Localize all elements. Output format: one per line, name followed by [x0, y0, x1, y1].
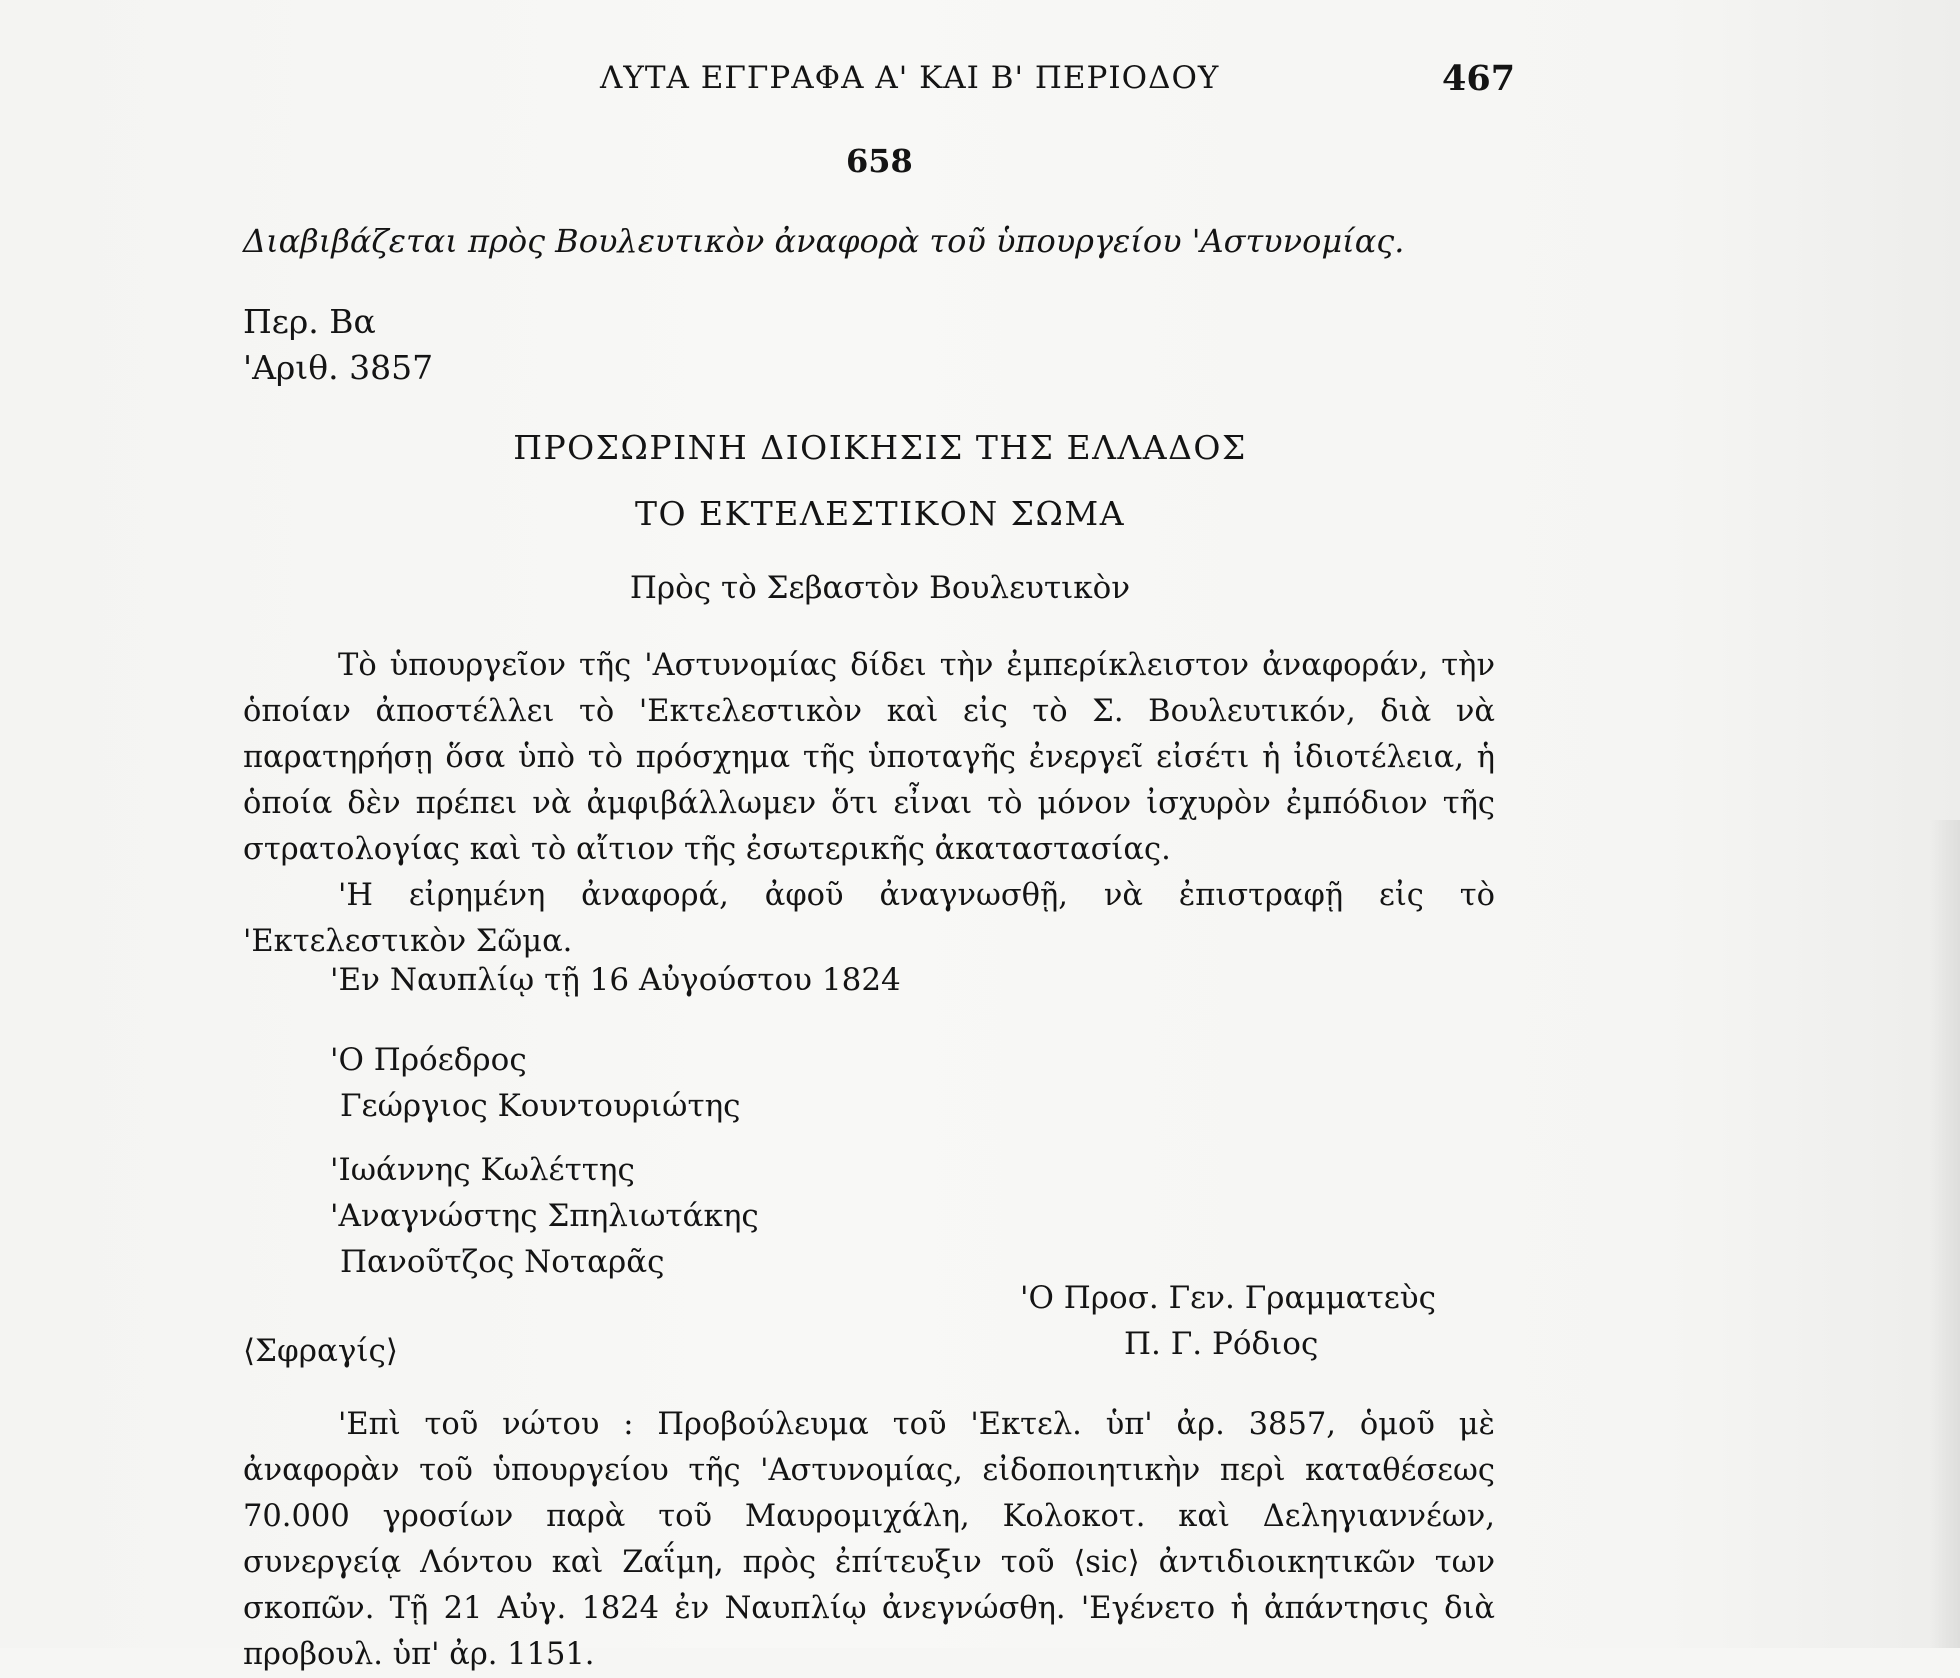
- secretary-title: 'Ο Προσ. Γεν. Γραμματεὺς: [1020, 1280, 1437, 1316]
- president-signature: Γεώργιος Κουντουριώτης: [340, 1088, 741, 1124]
- secretary-signature: Π. Γ. Ρόδιος: [1124, 1326, 1319, 1362]
- document-number: 658: [846, 142, 913, 180]
- heading-government: ΠΡΟΣΩΡΙΝΗ ΔΙΟΙΚΗΣΙΣ ΤΗΣ ΕΛΛΑΔΟΣ: [513, 428, 1247, 467]
- reference-period: Περ. Βα: [243, 302, 376, 341]
- page-edge-shadow: [1930, 820, 1960, 1648]
- seal-notation: ⟨Σφραγίς⟩: [243, 1333, 399, 1369]
- member-signature: 'Αναγνώστης Σπηλιωτάκης: [330, 1198, 759, 1234]
- member-signature: Πανοῦτζος Νοταρᾶς: [340, 1244, 665, 1280]
- running-title: ΛΥΤΑ ΕΓΓΡΑΦΑ Α' ΚΑΙ Β' ΠΕΡΙΟΔΟΥ: [600, 60, 1220, 96]
- date-line: 'Εν Ναυπλίῳ τῇ 16 Αὐγούστου 1824: [330, 962, 901, 998]
- president-title: 'Ο Πρόεδρος: [330, 1042, 527, 1078]
- endorsement-note: [243, 1402, 1495, 1678]
- reference-number: 'Αριθ. 3857: [243, 348, 434, 387]
- letter-paragraph: Τὸ ὑπουργεῖον τῆς 'Αστυνομίας δίδει τὴν ἐμπερίκλειστον ἀναφοράν, τὴν ὁποίαν ἀποστέλλει τὸ 'Εκτελεστικὸν καὶ εἰς τὸ Σ. Βουλευτικόν, διὰ νὰ παρατηρήσῃ ὅσα ὑπὸ τὸ πρόσχημα τῆς ὑποταγῆς ἐνεργεῖ εἰσέτι ἡ ἰδιοτέλεια, ἡ ὁποία δὲν πρέπει νὰ ἀμφιβάλλωμεν ὅτι εἶναι τὸ μόνον ἰσχυρὸν ἐμπόδιον τῆς στρατολογίας καὶ τὸ αἴτιον τῆς ἐσωτερικῆς ἀκαταστασίας.: [243, 648, 1495, 867]
- endorsement-text: 'Επὶ τοῦ νώτου : Προβούλευμα τοῦ 'Εκτελ. ὑπ' ἀρ. 3857, ὁμοῦ μὲ ἀναφορὰν τοῦ ὑπουργείου τῆς 'Αστυνομίας, εἰδοποιητικὴν περὶ καταθέσεως 70.000 γροσίων παρὰ τοῦ Μαυρομιχάλη, Κολοκοτ. καὶ Δεληγιαννέων, συνεργείᾳ Λόντου καὶ Ζαΐμη, πρὸς ἐπίτευξιν τοῦ ⟨sic⟩ ἀντιδιοικητικῶν των σκοπῶν. Τῇ 21 Αὐγ. 1824 ἐν Ναυπλίῳ ἀνεγνώσθη. 'Εγένετο ἡ ἀπάντησις διὰ προβουλ. ὑπ' ἀρ. 1151.: [243, 1407, 1495, 1672]
- addressee-line: Πρὸς τὸ Σεβαστὸν Βουλευτικὸν: [629, 570, 1131, 606]
- document-summary: Διαβιβάζεται πρὸς Βουλευτικὸν ἀναφορὰ τοῦ ὑπουργείου 'Αστυνομίας.: [243, 222, 1405, 260]
- page-number: 467: [1442, 58, 1516, 99]
- letter-body: [243, 643, 1495, 965]
- heading-executive-body: ΤΟ ΕΚΤΕΛΕΣΤΙΚΟΝ ΣΩΜΑ: [634, 494, 1126, 533]
- member-signature: 'Ιωάννης Κωλέττης: [330, 1152, 635, 1188]
- letter-paragraph: 'Η εἰρημένη ἀναφορά, ἀφοῦ ἀναγνωσθῇ, νὰ ἐπιστραφῇ εἰς τὸ 'Εκτελεστικὸν Σῶμα.: [243, 878, 1495, 959]
